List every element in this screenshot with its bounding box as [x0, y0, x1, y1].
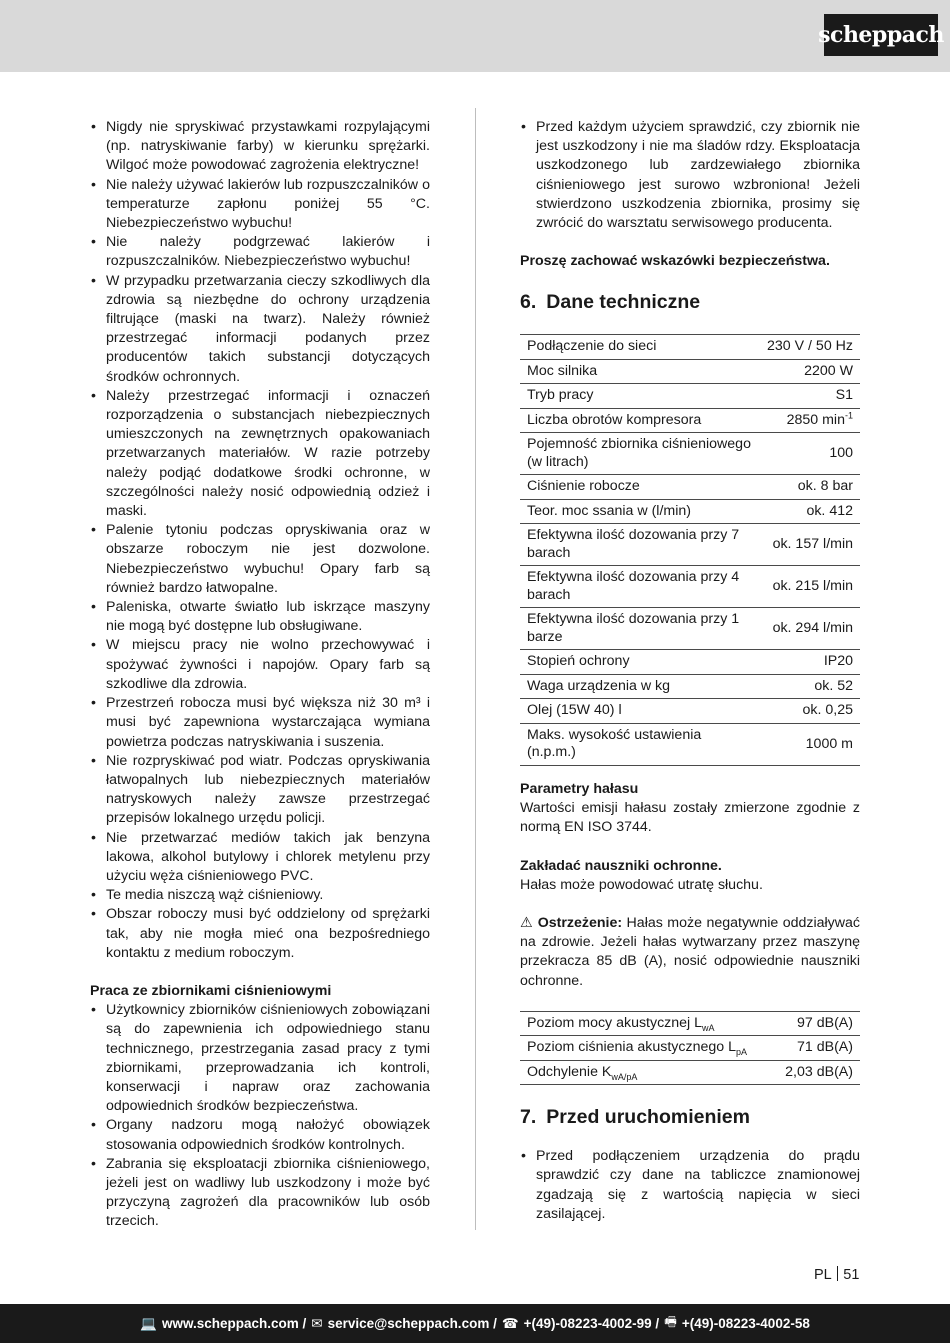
- spec-label: Efektywna ilość dozowania przy 7 barach: [520, 524, 760, 566]
- spec-value: S1: [760, 384, 860, 409]
- table-row: [520, 1011, 860, 1036]
- mail-icon: ✉: [311, 1315, 323, 1331]
- list-item: • Paleniska, otwarte światło lub iskrzące maszyny nie mogą być dostępne lub obsługiwane.: [90, 598, 430, 636]
- spec-label: Efektywna ilość dozowania przy 1 barze: [520, 608, 760, 650]
- spec-value: 2850 min: [786, 411, 845, 428]
- noise-heading: Parametry hałasu: [520, 780, 639, 797]
- page-num: 51: [843, 1267, 860, 1283]
- noise-label-cell: [520, 1036, 772, 1061]
- table-row: [520, 608, 860, 650]
- safety-list-2: [90, 1001, 430, 1231]
- startup-list: [520, 1147, 860, 1224]
- table-row: [520, 524, 860, 566]
- noise-label: Poziom ciśnienia akustycznego L: [527, 1039, 736, 1056]
- safety-note: Proszę zachować wskazówki bezpieczeństwa.: [520, 253, 830, 270]
- spec-label: Olej (15W 40) l: [520, 699, 760, 724]
- noise-label: Poziom mocy akustycznej L: [527, 1014, 703, 1031]
- tech-data-table: [520, 334, 860, 766]
- phone-icon: ☎: [501, 1315, 519, 1331]
- noise-label: Odchylenie K: [527, 1063, 612, 1080]
- list-item: • Należy przestrzegać informacji i oznaczeń rozporządzenia o substancjach niebezpiecznych umieszczonych na zewnętrznych opakowaniach przetwarzanych materiałów. W razie potrzeby należy podjąć dodatkowe środki ochronne, w szczególności należy nosić odpowiednią odzież i maski.: [90, 387, 430, 521]
- noise-label-cell: [520, 1060, 772, 1085]
- spec-value: 2200 W: [760, 359, 860, 384]
- table-row: [520, 650, 860, 675]
- fax-icon: 🖷: [664, 1314, 677, 1329]
- noise-warning: [520, 914, 860, 991]
- section-title-text: Przed uruchomieniem: [546, 1106, 750, 1129]
- list-item: • Organy nadzoru mogą nałożyć obowiązek stosowania odpowiednich środków kontrolnych.: [90, 1116, 430, 1154]
- table-row: [520, 499, 860, 524]
- list-item: • Palenie tytoniu podczas opryskiwania oraz w obszarze roboczym nie jest dozwolone. Niebezpieczeństwo wybuchu! Opary farb są również bardzo łatwopalne.: [90, 521, 430, 598]
- ear-protection-text: Hałas może powodować utratę słuchu.: [520, 876, 763, 893]
- list-item: • Nigdy nie spryskiwać przystawkami rozpylającymi (np. natryskiwanie farby) w kierunku sprężarki. Wilgoć może powodować zagrożenia elektryczne!: [90, 118, 430, 176]
- list-item: • W miejscu pracy nie wolno przechowywać i spożywać żywności i napojów. Opary farb są szkodliwe dla zdrowia.: [90, 636, 430, 694]
- table-row: [520, 433, 860, 475]
- spec-label: Efektywna ilość dozowania przy 4 barach: [520, 566, 760, 608]
- noise-value: 2,03 dB(A): [772, 1060, 860, 1085]
- table-row: [520, 335, 860, 360]
- noise-text: Wartości emisji hałasu zostały zmierzone zgodnie z normą EN ISO 3744.: [520, 800, 860, 836]
- noise-label-subscript: wA/pA: [611, 1071, 638, 1082]
- table-row: [520, 723, 860, 765]
- footer-website[interactable]: www.scheppach.com /: [161, 1316, 307, 1331]
- footer-email[interactable]: service@scheppach.com /: [327, 1316, 497, 1331]
- tank-check-list: [520, 118, 860, 233]
- spec-label: Stopień ochrony: [520, 650, 760, 675]
- page-separator: [837, 1266, 839, 1281]
- spec-label: Ciśnienie robocze: [520, 475, 760, 500]
- list-item: • Przed każdym użyciem sprawdzić, czy zbiornik nie jest uszkodzony i nie ma śladów rdzy. Eksploatacja uszkodzonego lub zardzewiałego zbiornika ciśnieniowego jest surowo wzbroniona! Jeżeli stwierdzono uszkodzenia zbiornika, prosimy się zwrócić do warsztatu serwisowego producenta.: [520, 118, 860, 233]
- footer-bar: [0, 1304, 950, 1343]
- spec-label: Tryb pracy: [520, 384, 760, 409]
- ear-protection-heading: Zakładać nauszniki ochronne.: [520, 857, 722, 874]
- list-item: • Obszar roboczy musi być oddzielony od sprężarki tak, aby nie mogła mieć ona bezpośredniego kontaktu z medium roboczym.: [90, 905, 430, 963]
- table-row: [520, 475, 860, 500]
- left-column: [90, 118, 430, 1232]
- table-row: [520, 674, 860, 699]
- spec-label: Pojemność zbiornika ciśnieniowego (w litrach): [520, 433, 760, 475]
- spec-label: Moc silnika: [520, 359, 760, 384]
- column-divider: [475, 108, 476, 1230]
- spec-value: 100: [760, 433, 860, 475]
- computer-icon: 💻: [140, 1315, 157, 1331]
- section-7-title: [520, 1105, 860, 1129]
- page-number: [814, 1266, 859, 1283]
- table-row: [520, 408, 860, 433]
- list-item: • Nie rozpryskiwać pod wiatr. Podczas opryskiwania łatwopalnych lub niebezpiecznych materiałów natryskowych należy zawsze przestrzegać przepisów lokalnego urzędu policji.: [90, 752, 430, 829]
- spec-label: Liczba obrotów kompresora: [520, 408, 760, 433]
- section-title-text: Dane techniczne: [546, 291, 701, 314]
- spec-value: IP20: [760, 650, 860, 675]
- spec-value: ok. 215 l/min: [760, 566, 860, 608]
- list-item: • Użytkownicy zbiorników ciśnieniowych zobowiązani są do zapewnienia ich odpowiedniego stanu technicznego, przestrzegania zasad pracy z tymi zbiornikami, przeprowadzania ich kontroli, konserwacji i napraw oraz zachowania odpowiednich środków bezpieczeństwa.: [90, 1001, 430, 1116]
- warning-triangle-icon: ⚠: [520, 914, 534, 931]
- section-6-title: [520, 290, 860, 314]
- table-row: [520, 1060, 860, 1085]
- spec-label: Waga urządzenia w kg: [520, 674, 760, 699]
- footer-fax: +(49)-08223-4002-58: [681, 1316, 810, 1331]
- spec-value-exponent: -1: [844, 410, 853, 421]
- list-item: • W przypadku przetwarzania cieczy szkodliwych dla zdrowia są niezbędne do ochrony urządzenia filtrujące (maski na twarz). Należy również przestrzegać informacji podanych przez producentów takich substancji dotyczących środków ochronnych.: [90, 272, 430, 387]
- noise-value: 71 dB(A): [772, 1036, 860, 1061]
- noise-label-subscript: pA: [735, 1047, 747, 1058]
- warning-label: Ostrzeżenie:: [537, 914, 623, 931]
- spec-label: Podłączenie do sieci: [520, 335, 760, 360]
- spec-value: ok. 294 l/min: [760, 608, 860, 650]
- header-band: [0, 0, 950, 72]
- warning-text: Hałas może negatywnie oddziaływać na zdrowie. Jeżeli hałas wytwarzany przez maszynę przekracza 85 dB (A), nosić odpowiednie nauszniki ochronne.: [520, 914, 860, 989]
- spec-value: ok. 412: [760, 499, 860, 524]
- list-item: • Nie przetwarzać mediów takich jak benzyna lakowa, alkohol butylowy i chlorek metylenu przy użyciu węża ciśnieniowego PVC.: [90, 829, 430, 887]
- table-row: [520, 384, 860, 409]
- scheppach-logo: scheppach: [824, 14, 938, 56]
- safety-list-1: [90, 118, 430, 963]
- list-item: • Te media niszczą wąż ciśnieniowy.: [90, 886, 430, 905]
- list-item: • Nie należy podgrzewać lakierów i rozpuszczalników. Niebezpieczeństwo wybuchu!: [90, 233, 430, 271]
- right-column: [520, 118, 860, 1224]
- noise-table: [520, 1011, 860, 1086]
- table-row: [520, 1036, 860, 1061]
- pressure-tank-heading: Praca ze zbiornikami ciśnieniowymi: [90, 982, 332, 999]
- spec-value: ok. 52: [760, 674, 860, 699]
- table-row: [520, 566, 860, 608]
- spec-value-cell: [760, 408, 860, 433]
- noise-label-subscript: wA: [702, 1022, 715, 1033]
- spec-label: Maks. wysokość ustawienia (n.p.m.): [520, 723, 760, 765]
- spec-value: 230 V / 50 Hz: [760, 335, 860, 360]
- section-number: 6.: [520, 291, 537, 314]
- list-item: • Zabrania się eksploatacji zbiornika ciśnieniowego, jeżeli jest on wadliwy lub uszkodzony i może być przyczyną zagrożeń dla pracowników lub osób trzecich.: [90, 1155, 430, 1232]
- list-item: • Przestrzeń robocza musi być większa niż 30 m³ i musi być zapewniona wystarczająca wymiana powietrza podczas natryskiwania i suszenia.: [90, 694, 430, 752]
- spec-value: ok. 157 l/min: [760, 524, 860, 566]
- spec-value: ok. 0,25: [760, 699, 860, 724]
- noise-value: 97 dB(A): [772, 1011, 860, 1036]
- section-number: 7.: [520, 1106, 537, 1129]
- spec-value: 1000 m: [760, 723, 860, 765]
- footer-phone: +(49)-08223-4002-99 /: [523, 1316, 660, 1331]
- page-lang: PL: [814, 1267, 832, 1283]
- spec-label: Teor. moc ssania w (l/min): [520, 499, 760, 524]
- noise-label-cell: [520, 1011, 772, 1036]
- spec-value: ok. 8 bar: [760, 475, 860, 500]
- list-item: • Przed podłączeniem urządzenia do prądu sprawdzić czy dane na tabliczce znamionowej zgadzają się z wartością napięcia w sieci zasilającej.: [520, 1147, 860, 1224]
- table-row: [520, 699, 860, 724]
- list-item: • Nie należy używać lakierów lub rozpuszczalników o temperaturze zapłonu poniżej 55 °C. Niebezpieczeństwo wybuchu!: [90, 176, 430, 234]
- table-row: [520, 359, 860, 384]
